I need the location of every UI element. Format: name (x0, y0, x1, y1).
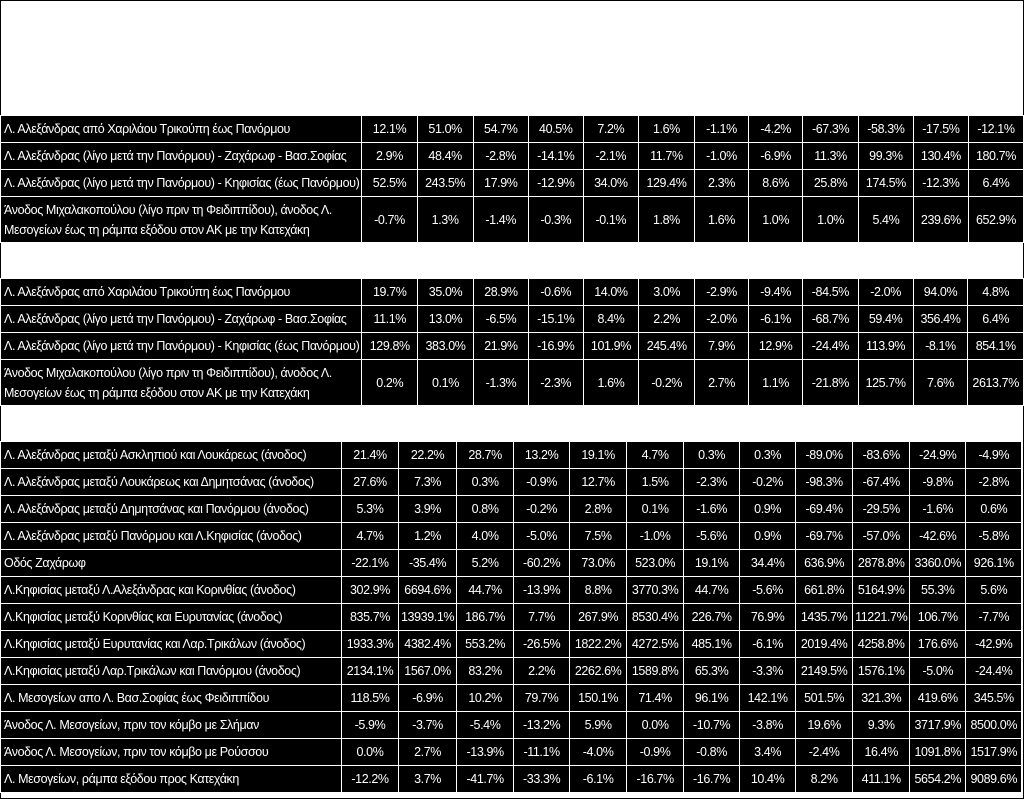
percent-cell: -0.2% (514, 496, 570, 523)
road-segment-label: Λ.Κηφισίας μεταξύ Λ.Αλεξάνδρας και Κορινθίας (άνοδος) (1, 577, 342, 604)
percent-cell: -67.4% (853, 469, 910, 496)
percent-cell: 16.4% (853, 739, 910, 766)
road-segment-label: Λ. Αλεξάνδρας μεταξύ Ασκληπιού και Λουκάρεως (άνοδος) (1, 442, 342, 469)
percent-cell: 226.7% (684, 604, 740, 631)
percent-cell: -3.8% (740, 712, 796, 739)
percent-cell: 5.2% (457, 550, 514, 577)
percent-cell: 1.6% (638, 116, 694, 143)
table-row (1, 577, 1022, 604)
percent-cell: -0.8% (684, 739, 740, 766)
percent-cell: -13.9% (457, 739, 514, 766)
road-segment-label: Άνοδος Μιχαλακοπούλου (λίγο πριν τη Φειδιππίδου), άνοδος Λ. Μεσογείων έως τη ράμπα εξόδου στον ΑΚ με την Κατεχάκη (1, 360, 362, 406)
percent-cell: 176.6% (910, 631, 966, 658)
percent-cell: 383.0% (418, 333, 474, 360)
percent-cell: 3.9% (399, 496, 457, 523)
percent-cell: 267.9% (570, 604, 627, 631)
table-row (1, 360, 1024, 406)
percent-cell: 4272.5% (627, 631, 684, 658)
percent-cell: 1517.9% (966, 739, 1022, 766)
percent-cell: 11.7% (638, 143, 694, 170)
percent-cell: -2.4% (796, 739, 853, 766)
percent-cell: 25.8% (803, 170, 859, 197)
percent-cell: 9.3% (853, 712, 910, 739)
percent-cell: 2.8% (570, 496, 627, 523)
percent-cell: 1567.0% (399, 658, 457, 685)
percent-cell: 52.5% (362, 170, 417, 197)
percent-cell: 3717.9% (910, 712, 966, 739)
percent-cell: 835.7% (342, 604, 399, 631)
percent-cell: -21.8% (803, 360, 858, 406)
percent-cell: 0.3% (740, 442, 796, 469)
percent-cell: 48.4% (417, 143, 473, 170)
percent-cell: -5.9% (342, 712, 399, 739)
percent-cell: -2.0% (858, 279, 913, 306)
percent-cell: -42.9% (966, 631, 1022, 658)
percent-cell: 4258.8% (853, 631, 910, 658)
percent-cell: 356.4% (913, 306, 968, 333)
road-segment-label: Λ. Αλεξάνδρας μεταξύ Πανόρμου και Λ.Κηφισίας (άνοδος) (1, 523, 342, 550)
percent-cell: 19.7% (362, 279, 418, 306)
percent-cell: 54.7% (473, 116, 528, 143)
percent-cell: 2019.4% (796, 631, 853, 658)
percent-cell: -0.7% (362, 197, 417, 243)
percent-cell: 13.0% (418, 306, 474, 333)
percent-cell: -11.1% (514, 739, 570, 766)
table-row (1, 631, 1022, 658)
percent-cell: 1.6% (694, 197, 748, 243)
percent-cell: 4.7% (342, 523, 399, 550)
percent-cell: 51.0% (417, 116, 473, 143)
percent-cell: 101.9% (583, 333, 639, 360)
percent-cell: 553.2% (457, 631, 514, 658)
percent-cell: -0.9% (514, 469, 570, 496)
percent-cell: 2134.1% (342, 658, 399, 685)
percent-cell: -15.1% (528, 306, 583, 333)
percent-cell: -33.3% (514, 766, 570, 793)
percent-cell: -29.5% (853, 496, 910, 523)
percent-cell: 40.5% (528, 116, 583, 143)
percent-cell: 523.0% (627, 550, 684, 577)
road-segment-label: Άνοδος Λ. Μεσογείων, πριν τον κόμβο με Σλήμαν (1, 712, 342, 739)
percent-cell: -0.9% (627, 739, 684, 766)
percent-cell: 1.2% (399, 523, 457, 550)
percent-cell: 34.0% (583, 170, 638, 197)
percent-cell: 1822.2% (570, 631, 627, 658)
percent-cell: 106.7% (910, 604, 966, 631)
percent-cell: -58.3% (858, 116, 913, 143)
percent-cell: 76.9% (740, 604, 796, 631)
percent-cell: 14.0% (583, 279, 639, 306)
percent-cell: 0.3% (457, 469, 514, 496)
percent-cell: 501.5% (796, 685, 853, 712)
percent-cell: -1.0% (694, 143, 748, 170)
percent-cell: -5.4% (457, 712, 514, 739)
table-row (1, 658, 1022, 685)
percent-cell: 2.3% (694, 170, 748, 197)
percent-cell: 11221.7% (853, 604, 910, 631)
percent-cell: 65.3% (684, 658, 740, 685)
percent-cell: -2.3% (528, 360, 583, 406)
table-row (1, 306, 1024, 333)
section-table-2 (0, 278, 1024, 406)
percent-cell: -2.9% (695, 279, 749, 306)
percent-cell: 180.7% (968, 143, 1023, 170)
percent-cell: 5.6% (966, 577, 1022, 604)
percent-cell: 44.7% (457, 577, 514, 604)
percent-cell: 27.6% (342, 469, 399, 496)
percent-cell: -6.1% (748, 306, 802, 333)
percent-cell: 3.4% (740, 739, 796, 766)
percent-cell: 186.7% (457, 604, 514, 631)
percent-cell: -2.3% (684, 469, 740, 496)
percent-cell: 174.5% (858, 170, 913, 197)
percent-cell: -12.2% (342, 766, 399, 793)
percent-cell: 2878.8% (853, 550, 910, 577)
percent-cell: 0.1% (418, 360, 474, 406)
table-row (1, 523, 1022, 550)
road-segment-label: Λ. Αλεξάνδρας μεταξύ Λουκάρεως και Δημητσάνας (άνοδος) (1, 469, 342, 496)
percent-cell: -84.5% (803, 279, 858, 306)
percent-cell: 854.1% (968, 333, 1024, 360)
percent-cell: -3.7% (399, 712, 457, 739)
percent-cell: 10.2% (457, 685, 514, 712)
percent-cell: 5.4% (858, 197, 913, 243)
table-row (1, 712, 1022, 739)
road-segment-label: Άνοδος Λ. Μεσογείων, πριν τον κόμβο με Ρούσσου (1, 739, 342, 766)
percent-cell: 99.3% (858, 143, 913, 170)
percent-cell: 4.7% (627, 442, 684, 469)
percent-cell: -12.1% (968, 116, 1023, 143)
percent-cell: 926.1% (966, 550, 1022, 577)
percent-cell: 661.8% (796, 577, 853, 604)
percent-cell: -4.2% (749, 116, 803, 143)
percent-cell: 130.4% (913, 143, 968, 170)
percent-cell: 0.9% (740, 523, 796, 550)
percent-cell: 3770.3% (627, 577, 684, 604)
percent-cell: 35.0% (418, 279, 474, 306)
percent-cell: 5654.2% (910, 766, 966, 793)
percent-cell: 8.4% (583, 306, 639, 333)
table-row (1, 604, 1022, 631)
percent-cell: 5164.9% (853, 577, 910, 604)
percent-cell: 1091.8% (910, 739, 966, 766)
table-row (1, 143, 1024, 170)
percent-cell: -16.9% (528, 333, 583, 360)
percent-cell: 1933.3% (342, 631, 399, 658)
percent-cell: -17.5% (913, 116, 968, 143)
percent-cell: 125.7% (858, 360, 913, 406)
percent-cell: -0.1% (583, 197, 638, 243)
percent-cell: -1.4% (473, 197, 528, 243)
section-table-3 (0, 441, 1022, 793)
percent-cell: 28.7% (457, 442, 514, 469)
percent-cell: 44.7% (684, 577, 740, 604)
percent-cell: -57.0% (853, 523, 910, 550)
percent-cell: -5.0% (514, 523, 570, 550)
percent-cell: -6.9% (399, 685, 457, 712)
percent-cell: -1.6% (910, 496, 966, 523)
percent-cell: -67.3% (803, 116, 859, 143)
percent-cell: 8.2% (796, 766, 853, 793)
percent-cell: 12.9% (748, 333, 802, 360)
percent-cell: 12.1% (362, 116, 417, 143)
percent-cell: -98.3% (796, 469, 853, 496)
percent-cell: 0.0% (627, 712, 684, 739)
road-segment-label: Λ.Κηφισίας μεταξύ Λαρ.Τρικάλων και Πανόρμου (άνοδος) (1, 658, 342, 685)
road-segment-label: Λ. Αλεξάνδρας (λίγο μετά την Πανόρμου) - Κηφισίας (έως Πανόρμου) (1, 333, 362, 360)
percent-cell: 21.9% (473, 333, 528, 360)
percent-cell: 2613.7% (968, 360, 1024, 406)
percent-cell: 4.0% (457, 523, 514, 550)
percent-cell: 3.7% (399, 766, 457, 793)
percent-cell: 7.6% (913, 360, 968, 406)
percent-cell: 302.9% (342, 577, 399, 604)
percent-cell: 150.1% (570, 685, 627, 712)
percent-cell: 19.6% (796, 712, 853, 739)
percent-cell: 1.8% (638, 197, 694, 243)
percent-cell: 1.1% (748, 360, 802, 406)
percent-cell: 8530.4% (627, 604, 684, 631)
percent-cell: 1.6% (583, 360, 639, 406)
percent-cell: -5.6% (740, 577, 796, 604)
percent-cell: -1.6% (684, 496, 740, 523)
percent-cell: -1.3% (473, 360, 528, 406)
percent-cell: 3360.0% (910, 550, 966, 577)
percent-cell: -69.4% (796, 496, 853, 523)
percent-cell: 13939.1% (399, 604, 457, 631)
percent-cell: -1.1% (694, 116, 748, 143)
percent-cell: 245.4% (639, 333, 695, 360)
percent-cell: 142.1% (740, 685, 796, 712)
table-row (1, 170, 1024, 197)
percent-cell: 8.8% (570, 577, 627, 604)
percent-cell: 2.2% (639, 306, 695, 333)
percent-cell: -24.9% (910, 442, 966, 469)
road-segment-label: Λ. Αλεξάνδρας (λίγο μετά την Πανόρμου) - Ζαχάρωφ - Βασ.Σοφίας (1, 306, 362, 333)
percent-cell: 0.0% (342, 739, 399, 766)
percent-cell: 59.4% (858, 306, 913, 333)
percent-cell: 3.0% (639, 279, 695, 306)
percent-cell: 13.2% (514, 442, 570, 469)
percent-cell: 113.9% (858, 333, 913, 360)
table-row (1, 766, 1022, 793)
percent-cell: -6.1% (570, 766, 627, 793)
percent-cell: -7.7% (966, 604, 1022, 631)
road-segment-label: Λ. Μεσογείων απο Λ. Βασ.Σοφίας έως Φειδιππίδου (1, 685, 342, 712)
percent-cell: -2.8% (966, 469, 1022, 496)
percent-cell: -68.7% (803, 306, 858, 333)
percent-cell: 2262.6% (570, 658, 627, 685)
percent-cell: 7.5% (570, 523, 627, 550)
percent-cell: 22.2% (399, 442, 457, 469)
percent-cell: -69.7% (796, 523, 853, 550)
percent-cell: 4.8% (968, 279, 1024, 306)
percent-cell: -5.0% (910, 658, 966, 685)
percent-cell: -14.1% (528, 143, 583, 170)
percent-cell: 28.9% (473, 279, 528, 306)
percent-cell: 636.9% (796, 550, 853, 577)
percent-cell: 94.0% (913, 279, 968, 306)
section-table-1 (0, 115, 1024, 243)
percent-cell: 652.9% (968, 197, 1023, 243)
percent-cell: 2149.5% (796, 658, 853, 685)
percent-cell: -24.4% (966, 658, 1022, 685)
percent-cell: -0.3% (528, 197, 583, 243)
percent-cell: 10.4% (740, 766, 796, 793)
percent-cell: 96.1% (684, 685, 740, 712)
table-row (1, 197, 1024, 243)
percent-cell: 6.4% (968, 306, 1024, 333)
percent-cell: 55.3% (910, 577, 966, 604)
percent-cell: 83.2% (457, 658, 514, 685)
percent-cell: 1.3% (417, 197, 473, 243)
percent-cell: 7.7% (514, 604, 570, 631)
percent-cell: 419.6% (910, 685, 966, 712)
percent-cell: -6.9% (749, 143, 803, 170)
percent-cell: 129.8% (362, 333, 418, 360)
percent-cell: 129.4% (638, 170, 694, 197)
percent-cell: 73.0% (570, 550, 627, 577)
percent-cell: -42.6% (910, 523, 966, 550)
road-segment-label: Λ. Μεσογείων, ράμπα εξόδου προς Κατεχάκη (1, 766, 342, 793)
percent-cell: -26.5% (514, 631, 570, 658)
percent-cell: 1.5% (627, 469, 684, 496)
percent-cell: 0.2% (362, 360, 418, 406)
percent-cell: -4.0% (570, 739, 627, 766)
percent-cell: 411.1% (853, 766, 910, 793)
percent-cell: -83.6% (853, 442, 910, 469)
percent-cell: -41.7% (457, 766, 514, 793)
percent-cell: 118.5% (342, 685, 399, 712)
table-row (1, 116, 1024, 143)
percent-cell: 6.4% (968, 170, 1023, 197)
road-segment-label: Οδός Ζαχάρωφ (1, 550, 342, 577)
percent-cell: 1.0% (803, 197, 859, 243)
percent-cell: 79.7% (514, 685, 570, 712)
percent-cell: 2.9% (362, 143, 417, 170)
road-segment-label: Λ. Αλεξάνδρας (λίγο μετά την Πανόρμου) - Κηφισίας (έως Πανόρμου) (1, 170, 362, 197)
percent-cell: -9.8% (910, 469, 966, 496)
percent-cell: -24.4% (803, 333, 858, 360)
road-segment-label: Λ. Αλεξάνδρας μεταξύ Δημητσάνας και Πανόρμου (άνοδος) (1, 496, 342, 523)
road-segment-label: Λ.Κηφισίας μεταξύ Ευρυτανίας και Λαρ.Τρικάλων (άνοδος) (1, 631, 342, 658)
percent-cell: 2.2% (514, 658, 570, 685)
table-row (1, 333, 1024, 360)
table-row (1, 469, 1022, 496)
percent-cell: -12.9% (528, 170, 583, 197)
percent-cell: -89.0% (796, 442, 853, 469)
percent-cell: -6.1% (740, 631, 796, 658)
percent-cell: -0.6% (528, 279, 583, 306)
percent-cell: 2.7% (695, 360, 749, 406)
percent-cell: -3.3% (740, 658, 796, 685)
percent-cell: 11.3% (803, 143, 859, 170)
percent-cell: -8.1% (913, 333, 968, 360)
percent-cell: 0.1% (627, 496, 684, 523)
percent-cell: 1435.7% (796, 604, 853, 631)
percent-cell: 0.9% (740, 496, 796, 523)
road-segment-label: Λ. Αλεξάνδρας από Χαριλάου Τρικούπη έως Πανόρμου (1, 279, 362, 306)
percent-cell: 0.6% (966, 496, 1022, 523)
percent-cell: -13.2% (514, 712, 570, 739)
percent-cell: 19.1% (570, 442, 627, 469)
percent-cell: -13.9% (514, 577, 570, 604)
percent-cell: -16.7% (684, 766, 740, 793)
percent-cell: -5.8% (966, 523, 1022, 550)
percent-cell: -12.3% (913, 170, 968, 197)
percent-cell: 5.9% (570, 712, 627, 739)
percent-cell: 8500.0% (966, 712, 1022, 739)
percent-cell: -2.1% (583, 143, 638, 170)
road-segment-label: Λ.Κηφισίας μεταξύ Κορινθίας και Ευρυτανίας (άνοδος) (1, 604, 342, 631)
road-segment-label: Λ. Αλεξάνδρας από Χαριλάου Τρικούπη έως Πανόρμου (1, 116, 362, 143)
percent-cell: -2.8% (473, 143, 528, 170)
percent-cell: -5.6% (684, 523, 740, 550)
percent-cell: -0.2% (740, 469, 796, 496)
percent-cell: 0.3% (684, 442, 740, 469)
table-row (1, 739, 1022, 766)
table-row (1, 442, 1022, 469)
percent-cell: 8.6% (749, 170, 803, 197)
percent-cell: 7.9% (695, 333, 749, 360)
percent-cell: 34.4% (740, 550, 796, 577)
percent-cell: -60.2% (514, 550, 570, 577)
percent-cell: 6694.6% (399, 577, 457, 604)
percent-cell: 243.5% (417, 170, 473, 197)
percent-cell: 2.7% (399, 739, 457, 766)
percent-cell: -16.7% (627, 766, 684, 793)
table-row (1, 685, 1022, 712)
percent-cell: 17.9% (473, 170, 528, 197)
percent-cell: 11.1% (362, 306, 418, 333)
percent-cell: 345.5% (966, 685, 1022, 712)
percent-cell: -9.4% (748, 279, 802, 306)
percent-cell: 9089.6% (966, 766, 1022, 793)
percent-cell: 7.3% (399, 469, 457, 496)
percent-cell: 1.0% (749, 197, 803, 243)
percent-cell: 0.8% (457, 496, 514, 523)
percent-cell: 7.2% (583, 116, 638, 143)
road-segment-label: Άνοδος Μιχαλακοπούλου (λίγο πριν τη Φειδιππίδου), άνοδος Λ. Μεσογείων έως τη ράμπα εξόδου στον ΑΚ με την Κατεχάκη (1, 197, 362, 243)
table-row (1, 496, 1022, 523)
percent-cell: -2.0% (695, 306, 749, 333)
percent-cell: 5.3% (342, 496, 399, 523)
table-row (1, 550, 1022, 577)
table-row (1, 279, 1024, 306)
percent-cell: 71.4% (627, 685, 684, 712)
percent-cell: 239.6% (913, 197, 968, 243)
percent-cell: 21.4% (342, 442, 399, 469)
percent-cell: 12.7% (570, 469, 627, 496)
percent-cell: 1576.1% (853, 658, 910, 685)
percent-cell: -4.9% (966, 442, 1022, 469)
percent-cell: -0.2% (639, 360, 695, 406)
percent-cell: 4382.4% (399, 631, 457, 658)
percent-cell: -10.7% (684, 712, 740, 739)
percent-cell: 1589.8% (627, 658, 684, 685)
percent-cell: -6.5% (473, 306, 528, 333)
percent-cell: 19.1% (684, 550, 740, 577)
percent-cell: -1.0% (627, 523, 684, 550)
road-segment-label: Λ. Αλεξάνδρας (λίγο μετά την Πανόρμου) - Ζαχάρωφ - Βασ.Σοφίας (1, 143, 362, 170)
percent-cell: -35.4% (399, 550, 457, 577)
percent-cell: 485.1% (684, 631, 740, 658)
percent-cell: 321.3% (853, 685, 910, 712)
percent-cell: -22.1% (342, 550, 399, 577)
